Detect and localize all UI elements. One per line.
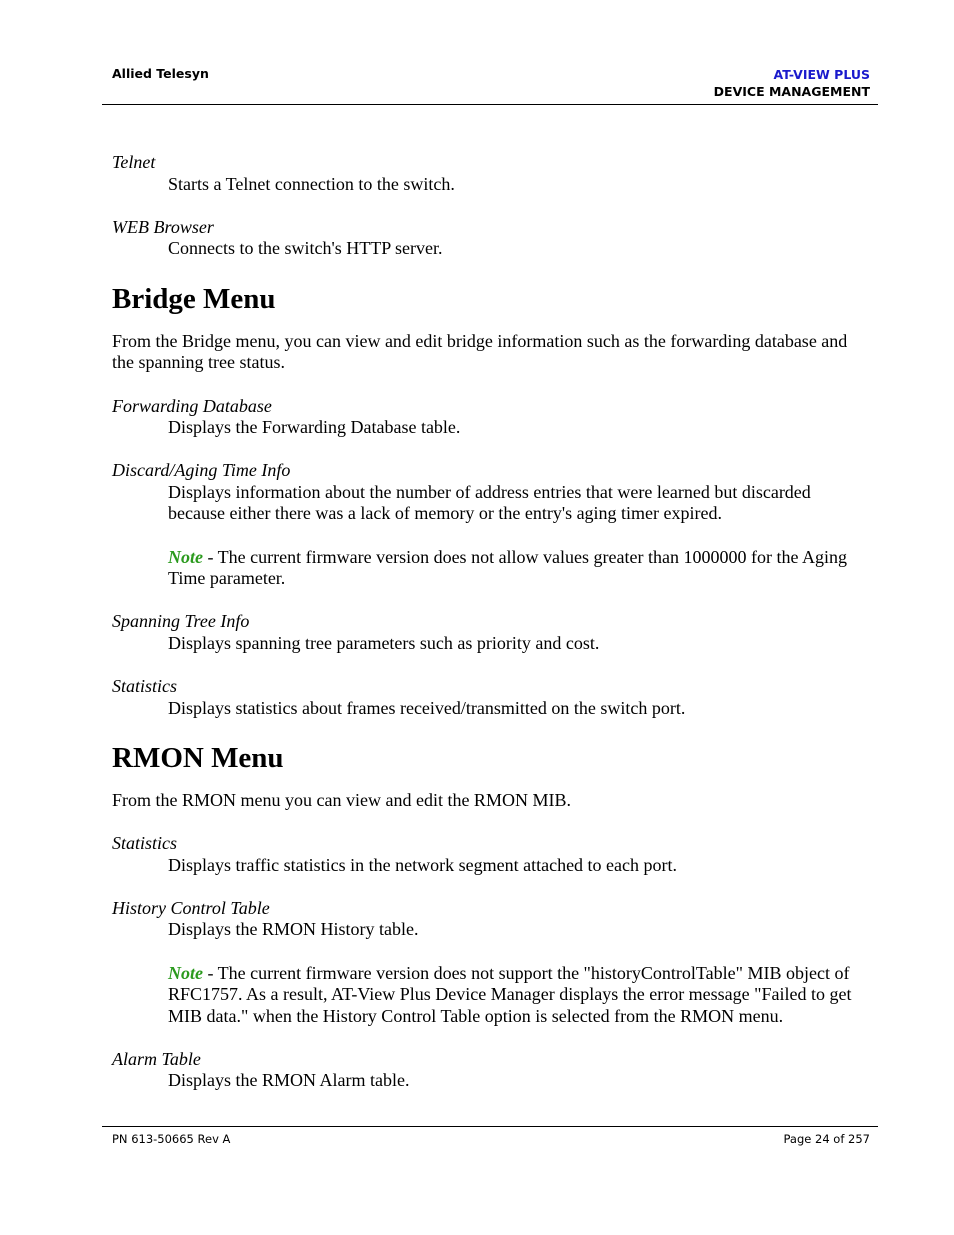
- term-discard-aging: Discard/Aging Time Info: [112, 460, 291, 481]
- term-bridge-statistics: Statistics: [112, 675, 178, 696]
- footer-divider: [102, 1126, 878, 1127]
- bridge-intro: From the Bridge menu, you can view and edit bridge information such as the forwarding database and the spanning tree status.: [112, 330, 848, 373]
- footer-part-number: PN 613-50665 Rev A: [112, 1132, 231, 1146]
- definition-alarm-table: Displays the RMON Alarm table.: [168, 1070, 410, 1091]
- definition-web-browser: Connects to the switch's HTTP server.: [168, 238, 443, 259]
- footer-page-number: Page 24 of 257: [783, 1132, 870, 1146]
- header-product: AT-VIEW PLUS: [773, 67, 870, 82]
- note-history-control: [168, 963, 857, 1028]
- term-forwarding-database: Forwarding Database: [112, 395, 272, 416]
- heading-rmon-menu: RMON Menu: [112, 742, 284, 775]
- definition-history-control: Displays the RMON History table.: [168, 919, 419, 940]
- note-label: Note: [168, 546, 203, 567]
- definition-forwarding-database: Displays the Forwarding Database table.: [168, 417, 461, 438]
- header-title-block: [714, 66, 870, 100]
- page-body: [112, 152, 857, 1092]
- definition-bridge-statistics: Displays statistics about frames received/transmitted on the switch port.: [168, 697, 686, 718]
- definition-telnet: Starts a Telnet connection to the switch.: [168, 173, 455, 194]
- note-label: Note: [168, 962, 203, 983]
- definition-rmon-statistics: Displays traffic statistics in the network segment attached to each port.: [168, 854, 678, 875]
- term-rmon-statistics: Statistics: [112, 833, 178, 854]
- header-section: DEVICE MANAGEMENT: [713, 84, 870, 99]
- header-company: Allied Telesyn: [112, 66, 209, 81]
- definition-discard-aging: Displays information about the number of address entries that were learned but discarded because either there was a lack of memory or the entry's aging timer expired.: [168, 481, 811, 524]
- term-telnet: Telnet: [112, 152, 156, 172]
- heading-bridge-menu: Bridge Menu: [112, 282, 276, 315]
- header-divider: [102, 104, 878, 105]
- term-history-control: History Control Table: [112, 897, 270, 918]
- term-spanning-tree: Spanning Tree Info: [112, 611, 250, 632]
- note-text: - The current firmware version does not allow values greater than 1000000 for the Aging Time parameter.: [168, 546, 847, 589]
- note-aging-time: [168, 547, 857, 590]
- term-web-browser: WEB Browser: [112, 216, 214, 237]
- definition-spanning-tree: Displays spanning tree parameters such as priority and cost.: [168, 632, 600, 653]
- rmon-intro: From the RMON menu you can view and edit the RMON MIB.: [112, 790, 571, 811]
- note-text: - The current firmware version does not support the "historyControlTable" MIB object of RFC1757. As a result, AT-View Plus Device Manager displays the error message "Failed to get MIB data." when the History Control Table option is selected from the RMON menu.: [168, 962, 852, 1026]
- term-alarm-table: Alarm Table: [112, 1048, 201, 1069]
